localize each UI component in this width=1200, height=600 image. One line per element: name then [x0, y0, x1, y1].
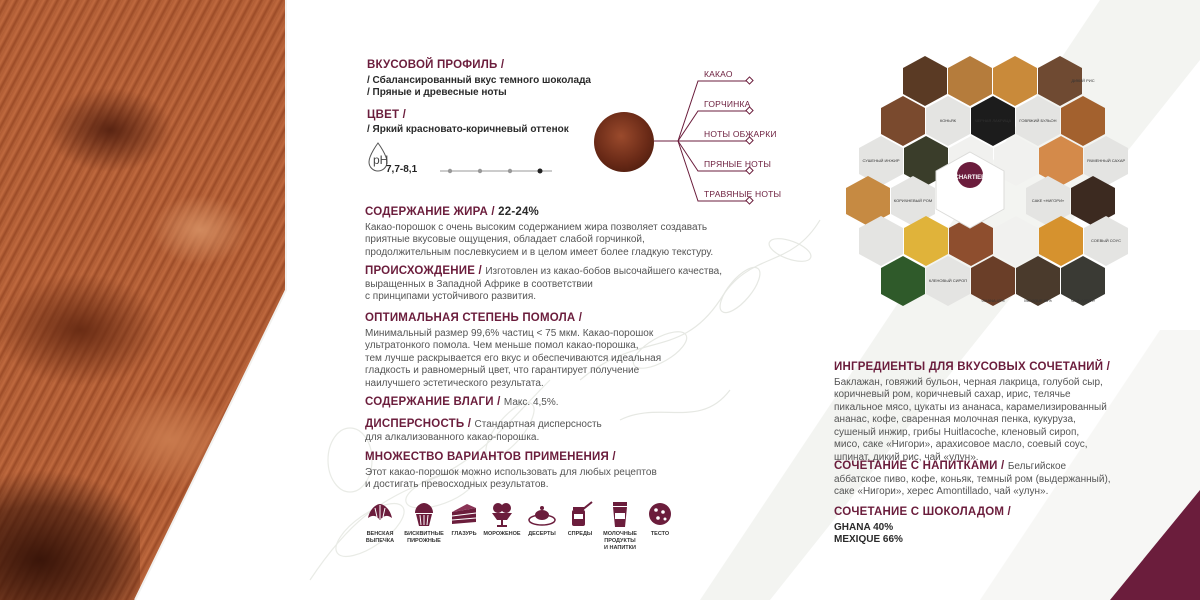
photo-diagonal-edge [0, 0, 300, 600]
use-item-dough [638, 500, 682, 538]
cookie-icon [645, 500, 675, 528]
note-cocoa: КАКАО [704, 69, 733, 79]
origin-heading: ПРОИСХОЖДЕНИЕ [365, 265, 476, 277]
hex-label-brown-rum: КОРИЧНЕВЫЙ РОМ [893, 198, 933, 203]
use-label-1a: ВЕНСКАЯ [366, 531, 394, 537]
chocolate-item-ghana: GHANA 40% [834, 521, 894, 533]
ingredients-line-2: коричневый ром, коричневый сахар, ирис, телячье [834, 389, 1071, 400]
cake-slice-icon [449, 500, 479, 528]
use-label-7a: МОЛОЧНЫЕ [603, 531, 637, 537]
use-label-7c: И НАПИТКИ [604, 545, 636, 551]
use-label-6a: СПРЕДЫ [567, 531, 593, 537]
flavor-profile-section: ВКУСОВОЙ ПРОФИЛЬ / / Сбалансированный вкус темного шоколада / Пряные и древесные ноты [367, 59, 591, 98]
use-item-ice-cream [480, 500, 524, 538]
use-label-8a: ТЕСТО [650, 531, 670, 537]
use-label-1b: ВЫПЕЧКА [365, 538, 395, 544]
use-item-spreads [558, 500, 602, 538]
moisture-heading: СОДЕРЖАНИЕ ВЛАГИ [365, 396, 494, 408]
grind-line-5: наилучшего эстетического результата. [365, 377, 544, 389]
applications-heading: МНОЖЕСТВО ВАРИАНТОВ ПРИМЕНЕНИЯ [365, 451, 609, 463]
grind-heading: ОПТИМАЛЬНАЯ СТЕПЕНЬ ПОМОЛА [365, 312, 576, 324]
use-item-dairy [598, 500, 642, 552]
hex-label-ghana: GHANA 40% [981, 298, 1005, 303]
use-label-7b: ПРОДУКТЫ [604, 538, 636, 544]
use-item-sponge-cakes [402, 500, 446, 545]
ph-value: 7,7-8,1 [386, 164, 418, 175]
ingredients-line-6: мисо, саке «Нигори», арахисовое масло, соевый соус, [834, 439, 1088, 450]
dispersion-section: ДИСПЕРСНОСТЬ / Стандартная дисперсность для алкализованного какао-порошка. [365, 418, 705, 444]
chocolate-heading: СОЧЕТАНИЕ С ШОКОЛАДОМ [834, 506, 1005, 518]
note-spicy: ПРЯНЫЕ НОТЫ [704, 159, 772, 169]
color-section [367, 109, 569, 136]
use-label-5a: ДЕСЕРТЫ [528, 531, 556, 537]
grind-line-2: ультратонкого помола. Чем меньше помол какао-порошка, [365, 340, 639, 351]
moisture-section: СОДЕРЖАНИЕ ВЛАГИ / Макс. 4,5%. [365, 396, 559, 408]
color-heading: ЦВЕТ / [367, 109, 406, 121]
grind-section: ОПТИМАЛЬНАЯ СТЕПЕНЬ ПОМОЛА / Минимальный размер 99,6% частиц < 75 мкм. Какао-порошок ультратонкого помола. Чем меньше помол какао-порошка, тем лучше раскрывается его вкус и обеспечиваются идеальная гладкость и равномерный цвет, что гарантирует получение наилучшего эстетического результата. [365, 312, 705, 390]
grind-line-3: тем лучше раскрывается его вкус и обеспечиваются идеальная [365, 352, 662, 364]
use-item-viennoiserie [358, 500, 402, 545]
origin-line-1: Изготовлен из какао-бобов высочайшего качества, [485, 266, 722, 277]
dessert-plate-icon [527, 500, 557, 528]
hex-label-cognac: КОНЬЯК [940, 118, 956, 123]
ingredients-line-7: шпинат, дикий рис, чай «улун». [834, 451, 979, 463]
ingredients-section: ИНГРЕДИЕНТЫ ДЛЯ ВКУСОВЫХ СОЧЕТАНИЙ / Баклажан, говяжий бульон, черная лакрица, голубой сыр, коричневый ром, коричневый сахар, ирис, телячье пикальное мясо, цукаты из ананаса, карамелизированный ананас, кофе, сваренная молочная пенка, кукуруза, сушеный инжир, грибы Huitlacoche, кленовый сироп, мисо, саке «Нигори», арахисовое масло, соевый соус, шпинат, дикий рис, чай «улун». [834, 361, 1164, 464]
hex-label-sake: САКЕ «НИГОРИ» [1031, 198, 1065, 203]
color-description: / Яркий красновато-коричневый оттенок [367, 123, 569, 135]
fat-line-2: приятные вкусовые ощущения, обладает слабой горчинкой, [365, 234, 645, 245]
flavor-profile-heading: ВКУСОВОЙ ПРОФИЛЬ [367, 59, 498, 71]
dispersion-line-1: Стандартная дисперсность [474, 419, 602, 430]
dispersion-heading: ДИСПЕРСНОСТЬ [365, 418, 465, 430]
ice-cream-icon [487, 500, 517, 528]
applications-line-2: и достигать превосходных результатов. [365, 479, 549, 490]
ingredients-heading: ИНГРЕДИЕНТЫ ДЛЯ ВКУСОВЫХ СОЧЕТАНИЙ [834, 361, 1104, 373]
applications-section: МНОЖЕСТВО ВАРИАНТОВ ПРИМЕНЕНИЯ / Этот какао-порошок можно использовать для любых рецептов и достигать превосходных результатов. [365, 451, 705, 492]
flavor-profile-line-2: / Пряные и древесные ноты [367, 87, 507, 98]
grind-line-1: Минимальный размер 99,6% частиц < 75 мкм. Какао-порошок [365, 327, 654, 339]
drinks-section: СОЧЕТАНИЕ С НАПИТКАМИ / Бельгийское аббатское пиво, кофе, коньяк, темный ром (выдержанный), саке «Нигори», херес Amontillado, чай «улун». [834, 460, 1164, 499]
note-herbal: ТРАВЯНЫЕ НОТЫ [704, 189, 782, 199]
fat-value: 22-24% [498, 206, 539, 218]
hex-label-barley-sugar: ЯЧМЕННЫЙ САХАР [1086, 158, 1126, 163]
hex-label-wild-rice: ДИКИЙ РИС [1071, 78, 1095, 83]
ph-symbol: pH [373, 153, 389, 167]
hex-label-licorice: ЧЕРНАЯ ЛАКРИЦА [974, 118, 1012, 123]
drinks-line-2: аббатское пиво, кофе, коньяк, темный ром (выдержанный), [834, 473, 1111, 485]
hex-brand: CHARTIER [954, 175, 986, 181]
ingredients-line-3: пикальное мясо, цукаты из ананаса, карамелизированный [834, 401, 1107, 413]
drinks-line-3: саке «Нигори», херес Amontillado, чай «улун». [834, 486, 1049, 497]
ingredients-line-1: Баклажан, говяжий бульон, черная лакрица, голубой сыр, [834, 376, 1103, 388]
hex-label-mexique: MEXIQUE 66% [1024, 298, 1052, 303]
use-label-3a: ГЛАЗУРЬ [451, 531, 477, 537]
hex-label-maple-syrup: КЛЕНОВЫЙ СИРОП [928, 278, 968, 283]
note-roast: НОТЫ ОБЖАРКИ [704, 129, 777, 139]
fat-section: СОДЕРЖАНИЕ ЖИРА / 22-24% Какао-порошок с очень высоким содержанием жира позволяет создавать приятные вкусовые ощущения, обладает слабой горчинкой, продолжительным послевкусием и в целом имеет более гладкую текстуру. [365, 206, 765, 259]
ph-scale [440, 168, 560, 174]
applications-line-1: Этот какао-порошок можно использовать для любых рецептов [365, 466, 657, 478]
note-bitterness: ГОРЧИНКА [704, 99, 751, 109]
origin-section: ПРОИСХОЖДЕНИЕ / Изготовлен из какао-бобов высочайшего качества, выращенных в Западной Африке в соответствии с принципами устойчивого развития. [365, 265, 785, 304]
origin-line-2: выращенных в Западной Африке в соответствии [365, 278, 593, 290]
drinks-line-1: Бельгийское [1007, 461, 1067, 472]
cupcake-icon [409, 500, 439, 528]
fat-heading: СОДЕРЖАНИЕ ЖИРА [365, 206, 488, 218]
chocolate-section: СОЧЕТАНИЕ С ШОКОЛАДОМ / GHANA 40% MEXIQUE 66% [834, 506, 1164, 547]
ingredients-line-4: ананас, кофе, сваренная молочная пенка, кукуруза, [834, 414, 1076, 425]
origin-line-3: с принципами устойчивого развития. [365, 291, 537, 302]
hex-label-beef-broth: ГОВЯЖИЙ БУЛЬОН [1019, 118, 1057, 123]
ingredients-line-5: сушеный инжир, грибы Huitlacoche, кленовый сироп, [834, 426, 1080, 438]
fat-line-1: Какао-порошок с очень высоким содержанием жира позволяет создавать [365, 221, 708, 233]
use-label-4a: МОРОЖЕНОЕ [483, 531, 521, 537]
hex-label-oolong: ЧАЙ «УЛУН» [1070, 298, 1096, 303]
moisture-value: Макс. 4,5%. [503, 397, 559, 408]
use-label-2b: ПИРОЖНЫЕ [407, 538, 441, 544]
hex-label-dried-fig: СУШЕНЫЙ ИНЖИР [862, 158, 900, 163]
grind-line-4: гладкость и равномерный цвет, что гарантирует получение [365, 365, 640, 376]
hex-label-soy-sauce: СОЕВЫЙ СОУС [1090, 238, 1122, 243]
croissant-icon [365, 500, 395, 528]
pairing-hex-chart [846, 52, 1126, 314]
fat-line-3: продолжительным послевкусием и в целом имеет более гладкую текстуру. [365, 246, 714, 258]
spread-jar-icon [565, 500, 595, 528]
use-label-2a: БИСКВИТНЫЕ [404, 531, 444, 537]
flavor-profile-line-1: / Сбалансированный вкус темного шоколада [367, 74, 591, 86]
drinks-heading: СОЧЕТАНИЕ С НАПИТКАМИ [834, 460, 998, 472]
milk-cup-icon [605, 500, 635, 528]
dispersion-line-2: для алкализованного какао-порошка. [365, 431, 540, 443]
chocolate-item-mexique: MEXIQUE 66% [834, 534, 903, 545]
